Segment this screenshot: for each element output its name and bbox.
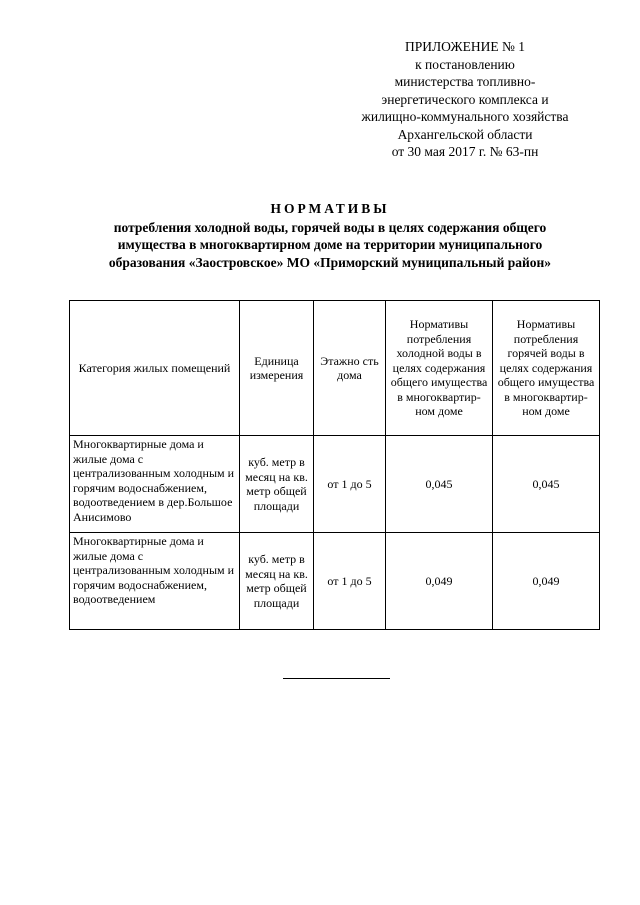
appendix-line: жилищно-коммунального хозяйства — [361, 109, 569, 124]
column-header-unit: Единица измерения — [240, 301, 314, 436]
document-heading — [60, 200, 600, 271]
column-header-cold-water: Нормативы потребления холодной воды в целях содержания общего имущества в многоквартир-ном доме — [386, 301, 493, 436]
table-header-row — [70, 301, 600, 436]
cell-category: Многоквартирные дома и жилые дома с централизованным холодным и горячим водоснабжением, водоотведением в дер.Большое Анисимово — [70, 436, 240, 533]
appendix-title: ПРИЛОЖЕНИЕ № 1 — [404, 39, 526, 54]
cell-hot-water: 0,045 — [493, 436, 600, 533]
appendix-date: от 30 мая 2017 г. № 63-пн — [391, 144, 539, 159]
document-subtitle-line: образования «Заостровское» МО «Приморский муниципальный район» — [108, 254, 552, 270]
column-header-floors: Этажно сть дома — [314, 301, 386, 436]
document-title: НОРМАТИВЫ — [270, 201, 390, 216]
cell-unit: куб. метр в месяц на кв. метр общей площади — [240, 533, 314, 630]
appendix-block — [330, 38, 600, 161]
norms-table — [69, 300, 600, 630]
table-row — [70, 533, 600, 630]
column-header-category: Категория жилых помещений — [70, 301, 240, 436]
cell-unit: куб. метр в месяц на кв. метр общей площади — [240, 436, 314, 533]
document-subtitle-line: имущества в многоквартирном доме на территории муниципального — [117, 237, 543, 252]
appendix-line: энергетического комплекса и — [381, 91, 549, 107]
cell-hot-water: 0,049 — [493, 533, 600, 630]
cell-cold-water: 0,049 — [386, 533, 493, 630]
cell-floors: от 1 до 5 — [314, 436, 386, 533]
document-subtitle-line: потребления холодной воды, горячей воды в целях содержания общего — [113, 219, 547, 235]
column-header-hot-water: Нормативы потребления горячей воды в целях содержания общего имущества в многоквартир-ном доме — [493, 301, 600, 436]
appendix-line: министерства топливно- — [394, 74, 536, 89]
cell-floors: от 1 до 5 — [314, 533, 386, 630]
closing-divider — [283, 678, 390, 679]
appendix-line: к постановлению — [415, 56, 515, 72]
cell-cold-water: 0,045 — [386, 436, 493, 533]
cell-category: Многоквартирные дома и жилые дома с централизованным холодным и горячим водоснабжением, водоотведением — [70, 533, 240, 630]
appendix-line: Архангельской области — [397, 126, 533, 142]
table-row — [70, 436, 600, 533]
